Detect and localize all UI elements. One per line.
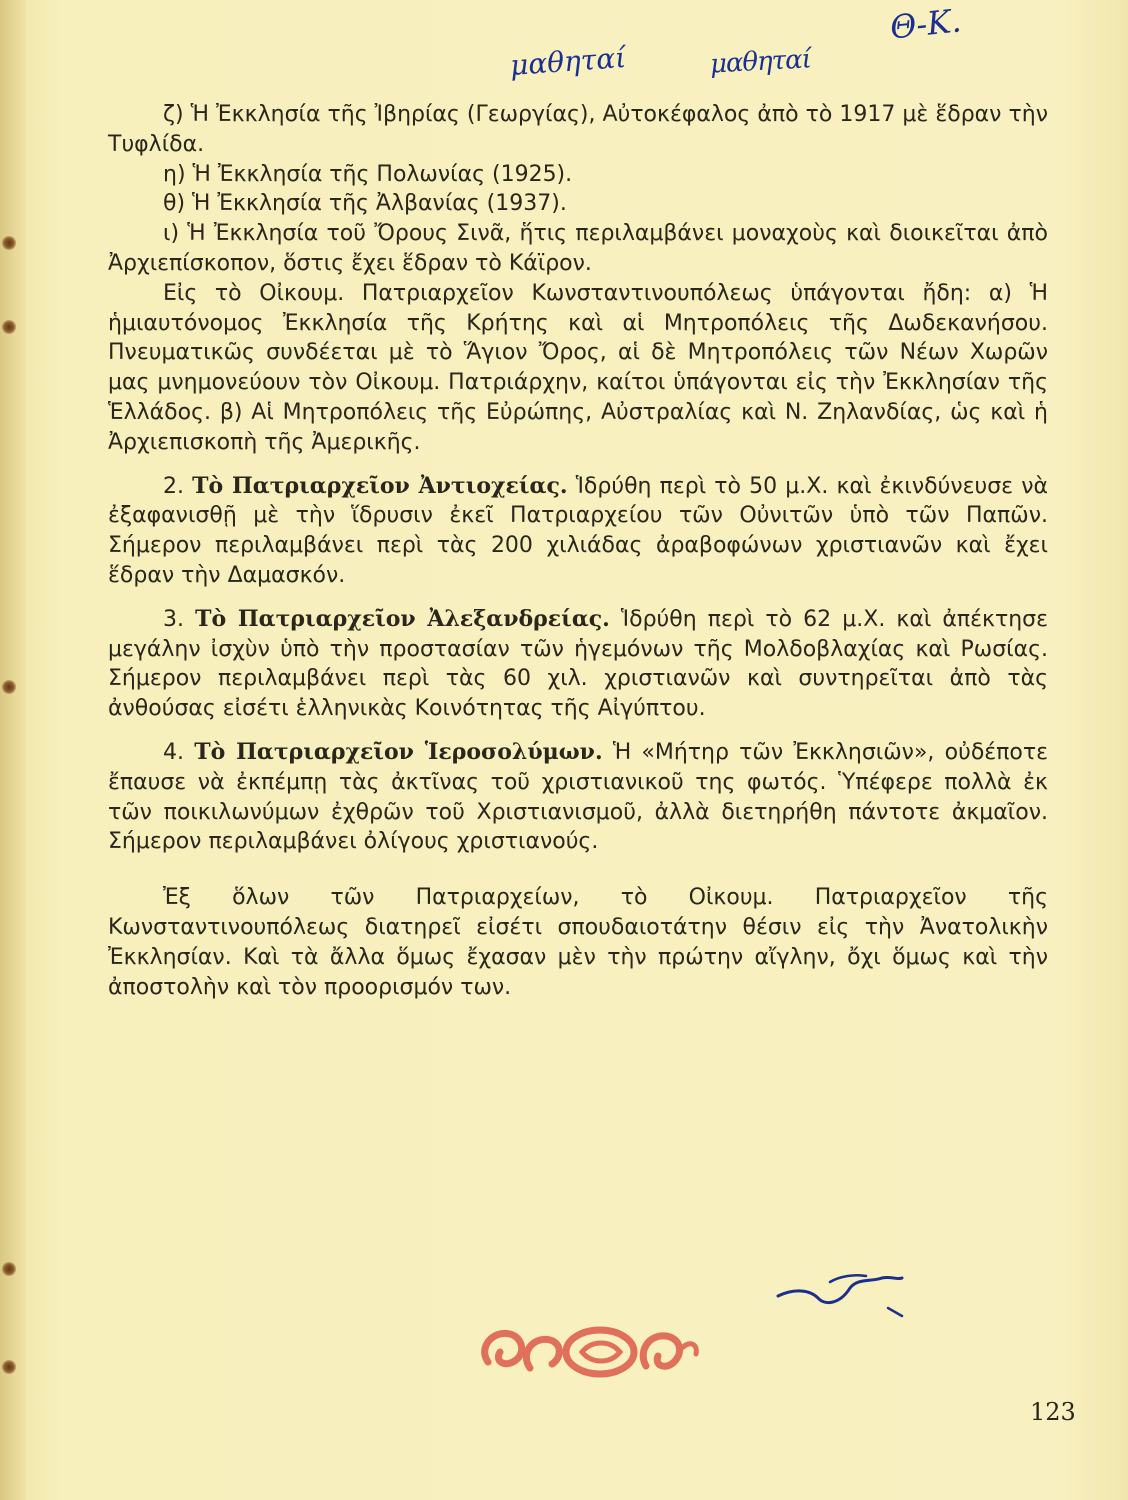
handwritten-initials: Θ-Κ. [888,1,963,47]
section-alexandria [108,605,1048,724]
page-text [108,100,1048,1002]
section-body: Ἱδρύθη περὶ τὸ 62 μ.Χ. καὶ ἀπέκτησε μεγάλην ἰσχὺν ὑπὸ τὴν προστασίαν τῶν ἡγεμόνων τῆς Μολδοβλαχίας καὶ Ρωσίας. Σήμερον περιλαμβάνει περὶ τὰς 60 χιλ. χριστιανῶν καὶ συντηρεῖται ἀπὸ τὰς ἀνθούσας εἰσέτι ἑλληνικὰς Κοινότητας τῆς Αἰγύπτου. [108,606,1049,722]
binding-hole [2,1262,16,1276]
page-number: 123 [1030,1398,1076,1426]
printer-ornament [470,1318,710,1388]
signature-mark [770,1268,920,1328]
paragraph: ζ) Ἡ Ἐκκλησία τῆς Ἰβηρίας (Γεωργίας), Αὐτοκέφαλος ἀπὸ τὸ 1917 μὲ ἕδραν τὴν Τυφλίδα. [108,102,1048,157]
binding-hole [2,680,16,694]
handwritten-word: μαθηταί [508,40,628,83]
paragraph: θ) Ἡ Ἐκκλησία τῆς Ἀλβανίας (1937). [163,191,567,217]
handwritten-note [490,1,1050,85]
section-number: 4. [163,739,184,765]
binding-hole [2,1360,16,1374]
section-heading: Τὸ Πατριαρχεῖον Ἱεροσολύμων. [194,738,603,765]
binding-hole [2,236,16,250]
section-number: 3. [163,606,184,632]
paragraph: ι) Ἡ Ἐκκλησία τοῦ Ὄρους Σινᾶ, ἥτις περιλαμβάνει μοναχοὺς καὶ διοικεῖται ἀπὸ Ἀρχιεπίσκοπον, ὅστις ἔχει ἕδραν τὸ Κάϊρον. [108,221,1048,276]
section-antioch [108,472,1048,591]
section-body: Ἱδρύθη περὶ τὸ 50 μ.Χ. καὶ ἐκινδύνευσε νὰ ἐξαφανισθῇ μὲ τὴν ἵδρυσιν ἐκεῖ Πατριαρχείου τῶν Οὐνιτῶν ὑπὸ τῶν Παπῶν. Σήμερον περιλαμβάνει περὶ τὰς 200 χιλιάδας ἀραβοφώνων χριστιανῶν καὶ ἔχει ἕδραν τὴν Δαμασκόν. [108,473,1048,588]
section-jerusalem [108,738,1048,857]
binding-hole [2,320,16,334]
section-number: 2. [163,473,184,499]
paragraph: η) Ἡ Ἐκκλησία τῆς Πολωνίας (1925). [163,161,573,187]
page-binding [0,0,26,1500]
section-heading: Τὸ Πατριαρχεῖον Ἀντιοχείας. [192,472,568,499]
section-body: Ἡ «Μήτηρ τῶν Ἐκκλησιῶν», οὐδέποτε ἔπαυσε νὰ ἐκπέμπῃ τὰς ἀκτῖνας τοῦ χριστιανικοῦ της φωτός. Ὑπέφερε πολλὰ ἐκ τῶν ποικιλωνύμων ἐχθρῶν τοῦ Χριστιανισμοῦ, ἀλλὰ διετηρήθη πάντοτε ἀκμαῖον. Σήμερον περιλαμβάνει ὀλίγους χριστιανούς. [108,739,1049,855]
handwritten-word: μαθηταί [709,44,812,80]
closing-paragraph: Ἐξ ὅλων τῶν Πατριαρχείων, τὸ Οἰκουμ. Πατριαρχεῖον τῆς Κωνσταντινουπόλεως διατηρεῖ εἰσέτι σπουδαιοτάτην θέσιν εἰς τὴν Ἀνατολικὴν Ἐκκλησίαν. Καὶ τὰ ἄλλα ὅμως ἔχασαν μὲν τὴν πρώτην αἴγλην, ὄχι ὅμως καὶ τὴν ἀποστολὴν καὶ τὸν προορισμόν των. [108,885,1048,1000]
paragraph: Εἰς τὸ Οἰκουμ. Πατριαρχεῖον Κωνσταντινουπόλεως ὑπάγονται ἤδη: α) Ἡ ἡμιαυτόνομος Ἐκκλησία τῆς Κρήτης καὶ αἱ Μητροπόλεις τῆς Δωδεκανήσου. Πνευματικῶς συνδέεται μὲ τὸ Ἅγιον Ὄρος, αἱ δὲ Μητροπόλεις τῶν Νέων Χωρῶν μας μνημονεύουν τὸν Οἰκουμ. Πατριάρχην, καίτοι ὑπάγονται εἰς τὴν Ἐκκλησίαν τῆς Ἑλλάδος. β) Αἱ Μητροπόλεις τῆς Εὐρώπης, Αὐστραλίας καὶ Ν. Ζηλανδίας, ὡς καὶ ἡ Ἀρχιεπισκοπὴ τῆς Ἀμερικῆς. [108,280,1048,455]
section-heading: Τὸ Πατριαρχεῖον Ἀλεξανδρείας. [195,605,610,632]
